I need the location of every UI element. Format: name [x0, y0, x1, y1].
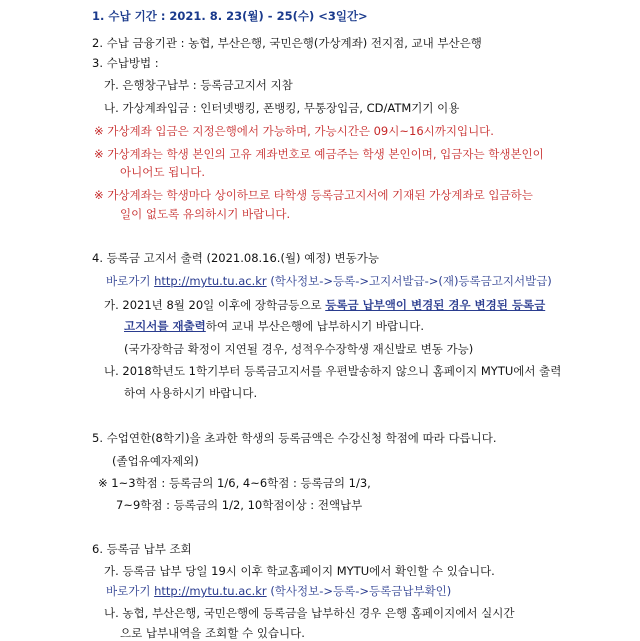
- payment-method-title: 3. 수납방법 :: [92, 56, 159, 70]
- payment-inquiry-b-line1: 나. 농협, 부산은행, 국민은행에 등록금을 납부하신 경우 은행 홈페이지에서 실시간: [104, 606, 515, 620]
- no-mail-note-line1: 나. 2018학년도 1학기부터 등록금고지서를 우편발송하지 않으니 홈페이지 MYTU에서 출력: [104, 364, 562, 378]
- payment-banks-text: 2. 수납 금융기관 : 농협, 부산은행, 국민은행(가상계좌) 전지점, 교내 부산은행: [92, 36, 482, 50]
- inquiry-shortcut-line: [106, 583, 451, 599]
- overterm-title: 5. 수업연한(8학기)을 초과한 학생의 등록금액은 수강신청 학점에 따라 다릅니다.: [92, 431, 497, 445]
- overterm-rate-1: ※ 1~3학점 : 등록금의 1/6, 4~6학점 : 등록금의 1/3,: [98, 476, 371, 490]
- shortcut-label: 바로가기: [106, 274, 151, 288]
- overterm-rate-2: 7~9학점 : 등록금의 1/2, 10학점이상 : 전액납부: [116, 498, 363, 512]
- invoice-print-title: 4. 등록금 고지서 출력 (2021.08.16.(월) 예정) 변동가능: [92, 251, 379, 265]
- mytu-link[interactable]: http://mytu.tu.ac.kr: [154, 274, 267, 288]
- no-mail-note-line2: 하여 사용하시기 바랍니다.: [124, 386, 258, 400]
- invoice-change-note-line1: [104, 297, 545, 313]
- bank-counter-method: 가. 은행창구납부 : 등록금고지서 지참: [104, 78, 293, 92]
- scholarship-delay-note: (국가장학금 확정이 지연될 경우, 성적우수장학생 재신발로 변동 가능): [124, 342, 474, 356]
- payment-period-title: 1. 수납 기간 : 2021. 8. 23(월) - 25(수) <3일간>: [92, 9, 368, 23]
- invoice-shortcut-line: [106, 273, 552, 289]
- invoice-change-pre: 가. 2021년 8월 20일 이후에 장학금등으로: [104, 298, 322, 312]
- virtual-account-method: 나. 가상계좌입금 : 인터넷뱅킹, 폰뱅킹, 무통장입금, CD/ATM기기 이용: [104, 101, 460, 115]
- invoice-change-note-line2: [124, 318, 424, 334]
- virtual-account-note-3b: 일이 없도록 유의하시기 바랍니다.: [120, 207, 291, 221]
- virtual-account-note-2a: ※ 가상계좌는 학생 본인의 고유 계좌번호로 예금주는 학생 본인이며, 입금자는 학생본인이: [94, 147, 544, 161]
- virtual-account-note-2b: 아니어도 됩니다.: [120, 165, 206, 179]
- virtual-account-note-3a: ※ 가상계좌는 학생마다 상이하므로 타학생 등록금고지서에 기재된 가상계좌로 입금하는: [94, 188, 533, 202]
- shortcut-path: (학사정보->등록->등록금납부확인): [270, 584, 452, 598]
- overterm-exception: (졸업유예자제외): [112, 454, 199, 468]
- payment-inquiry-b-line2: 으로 납부내역을 조회할 수 있습니다.: [120, 626, 305, 640]
- payment-inquiry-title: 6. 등록금 납부 조회: [92, 542, 192, 556]
- invoice-reprint-emphasis: 고지서를 재출력: [124, 319, 206, 333]
- invoice-reprint-post: 하여 교내 부산은행에 납부하시기 바랍니다.: [205, 319, 425, 333]
- shortcut-path: (학사정보->등록->고지서발급->(재)등록금고지서발급): [270, 274, 552, 288]
- invoice-change-emphasis: 등록금 납부액이 변경된 경우 변경된 등록금: [325, 298, 546, 312]
- virtual-account-note-1: ※ 가상계좌 입금은 지정은행에서 가능하며, 가능시간은 09시~16시까지입니다.: [94, 124, 494, 138]
- payment-inquiry-a: 가. 등록금 납부 당일 19시 이후 학교홈페이지 MYTU에서 확인할 수 있습니다.: [104, 564, 495, 578]
- shortcut-label: 바로가기: [106, 584, 151, 598]
- mytu-link[interactable]: http://mytu.tu.ac.kr: [154, 584, 267, 598]
